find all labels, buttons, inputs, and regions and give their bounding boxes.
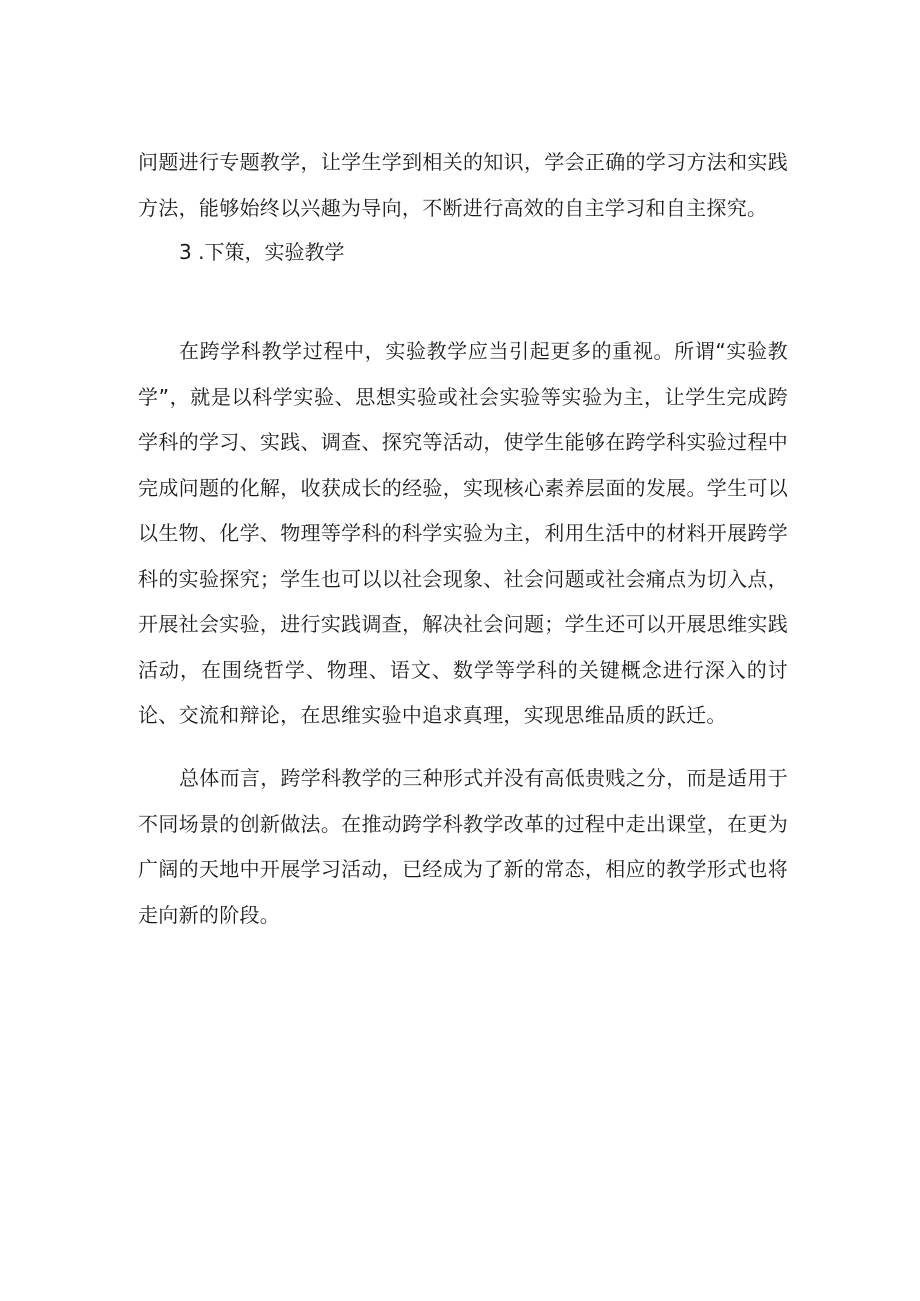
paragraph-continued: 问题进行专题教学，让学生学到相关的知识，学会正确的学习方法和实践方法，能够始终以兴趣为导向，不断进行高效的自主学习和自主探究。 bbox=[138, 150, 788, 220]
section-heading: 3 .下策，实验教学 bbox=[179, 240, 345, 264]
paragraph-experiment-teaching: 在跨学科教学过程中，实验教学应当引起更多的重视。所谓“实验教学”，就是以科学实验、思想实验或社会实验等实验为主，让学生完成跨学科的学习、实践、调查、探究等活动，使学生能够在跨学科实验过程中完成问题的化解，收获成长的经验，实现核心素养层面的发展。学生可以以生物、化学、物理等学科的科学实验为主，利用生活中的材料开展跨学科的实验探究；学生也可以以社会现象、社会问题或社会痛点为切入点，开展社会实验，进行实践调查，解决社会问题；学生还可以开展思维实践活动，在围绕哲学、物理、语文、数学等学科的关键概念进行深入的讨论、交流和辩论，在思维实验中追求真理，实现思维品质的跃迁。 bbox=[138, 339, 788, 727]
paragraph-summary: 总体而言，跨学科教学的三种形式并没有高低贵贱之分，而是适用于不同场景的创新做法。在推动跨学科教学改革的过程中走出课堂，在更为广阔的天地中开展学习活动，已经成为了新的常态，相应的教学形式也将走向新的阶段。 bbox=[138, 766, 788, 927]
